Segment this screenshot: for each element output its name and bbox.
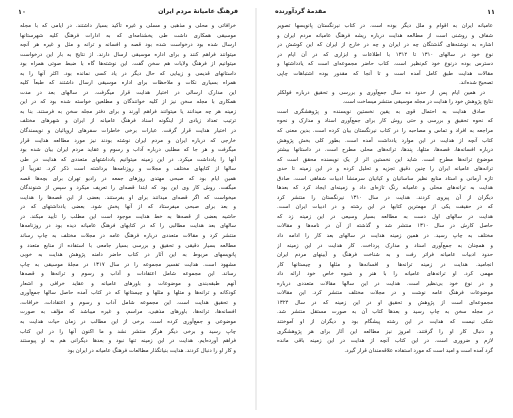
text-line: و کار او را دنبال کردند. هدایت بنیانگذار مطالعات فرهنگ عامیانه در ایران بود [67,347,236,354]
page-number: ۱۱ [487,8,495,16]
text-line: میگرفت و هر جا که مطلبی درباره آداب و رسوم و عقاید مردم ایران بیان شده بود [20,147,236,154]
text-line: رساند. این مجموعه شامل اعتقادات و آداب و رسوم و ترانه‌ها و قصه‌ها [20,271,236,278]
text-line: خارجی که درباره ایران و مردم ایران نوشته بودند نیز مورد مطالعه هدایت قرار [20,137,236,144]
text-line: تازه آرمانی و استاد منابع نظیر ساسانیان و کیانیان سرمنشأ ادبیات شفاهی است. صادق [277,175,493,182]
text-line: حاصل کارش در سال ۱۳۱۰ منتشر شد و گذشته از آن در نامه‌ها و مقالات [277,223,493,230]
text-line: همکاری با مجله سخن نیز از کلیه خوانندگان و مطلعین خواسته شده بود که در این [20,99,236,106]
text-line: آنها را یادداشت میکرد. در این زمینه میتوانیم یادداشتهای متعددی که هدایت در طی [20,156,236,163]
text-line: هدایت به ترانه‌های محلی و عامیانه رنگ تازه‌ای داد و زمینه‌ای ایجاد کرد که بعدها [277,185,493,192]
text-line: موضوع ترانه‌ها مطرح است. شاید این نخستین اثر از یک نویسنده محقق است که [277,156,493,163]
right-page-header [275,7,495,17]
text-line: سالهای بعد هدایت مطالبی را که در کتابهای فرهنگ عامیانه دیده بود در روزنامه‌ها [20,223,236,230]
running-title: مقدمهٔ گردآورنده [275,8,327,15]
text-line: میگفت. روش کار وی این بود که ابتدا قصه‌ای را تعریف میکرد و سپس از شنوندگان [20,185,236,192]
text-line: چاپ رسید و برخی دیگر هرگز منتشر نشد و ما اکنون آنها را در این کتاب [20,328,236,335]
text-line: خرافاتی و محلی و مذهبی و مسلی و غیره تأکید بسیار داشتند. در ایامی که با مجله [20,23,236,29]
text-line: تصحیح شده‌اند. [459,80,493,87]
text-line: دسترس بوده درنوع خود کم‌نظیر است. کتاب حاضر مجموعه‌ای است که یادداشتها و [277,61,493,68]
text-line: مراجعه به افراد و تماس و مصاحبه را در کتاب نیرنگستان بیان کرده است. بدین معنی که [277,128,493,135]
text-line: مطالعه بسیار دقیقی و تحقیق و بررسی بسیار جامعی با استفاده از منابع متعدد و [20,242,236,249]
text-line: گرد آمده است و امید است که مورد استفاده علاقه‌مندان قرار گیرد. [344,347,493,354]
text-line: کتاب آنچه از هدایت در این موارد یادداشت آمده است. بطور کلی بخش پژوهش [277,137,493,144]
text-line: مقالات هدایت طبق کامل آمده است و تا آنجا که مقدور بوده اشتباهات چاپی [277,70,493,77]
text-line: موضوعات فرهنگ عامه نوشت و در مجلات مختلف منتشر کرد. این مقالات [277,290,493,297]
text-line: میتوانیم از فرهنگ ولایات هم سخن گفت. این نوشته‌ها گاه با ضبط صوتی همراه بود [20,61,236,68]
text-line: لازم و ضروری است. در این کتاب آنچه از هدایت در این زمینه باقی مانده [277,338,493,345]
text-line: مهمی کرد. او ترانه‌های عامیانه را با هنر و شیوه خاص خود ارائه داد [277,271,493,278]
text-line: منتشر کرد و مقالات متعددی درباره فرهنگ عامه در مجلات مختلف به چاپ رساند [20,233,236,240]
text-line: حاشیه بعضی از قصه‌ها به خط هدایت موجود است این مطلب را تأیید میکند. در [20,213,236,220]
text-line: اشاره به نوشته‌های گذشتگان چه در ایران و چه در خارج از ایران که این کوشش در [277,42,493,49]
text-line: سالها از کتابهای مختلف و مجلات و روزنامه‌ها برداشته است ذکر کرد. تقریباً از [20,166,236,173]
text-line: آنهم طبقه‌بندی و موضوعات و باورهای عامیانه و عقاید خرافی و اشعار [20,280,236,287]
text-line: ارسال شده بود درخواست شده بود قصه و افسانه و ترانه و مثل و غیره هر آنچه [20,42,236,49]
text-line: صادق هدایت به احتمال قوی به یقین نخستین نویسنده و پژوهشگری است [277,108,485,115]
text-line: عامیانه ایران به اقوام و ملل دیگر بوده است. در کتاب نیرنگستان پانویسها تصویر [277,23,493,29]
text-line: و تحقیق هدایت است. این مجموعه شامل آداب و رسوم و اعتقادات، خرافات، [20,299,236,306]
text-line: در مجله سخن به چاپ رسید و بعدها کتاب آن به صورت مستقل منتشر شد. [277,309,493,316]
left-page-header [18,7,238,17]
text-line: موسیقی همکاری داشت طی یخشنامه‌ای که به ادارات فرهنگ کلیه شهرستانها [20,32,236,39]
text-line: پانویسهای مربوط به این آثار در کتاب حاضر دامنه پژوهش هدایت به خوبی [20,252,236,259]
text-line: داستانهای قدیمی و زیبایی که حال دیگر در یاد کسی نمانده بود. اکثر آنها را به [20,70,236,77]
text-line: درباره افسانه‌ها، قصه‌ها، متلها، پند‌ها، ترانه‌های محلی مطرح است. در داستانها بیشتر [277,147,493,154]
text-line: شکی نیست که هدایت در این رشته پیشگام بود و دیگران از او آموختند [277,318,493,325]
text-line: میخواست که اگر قصه‌ای میدانند برای او بفرستند. بعضی از این قصه‌ها را هدایت [20,194,236,201]
text-line: در اختیار هدایت قرار گرفت. عبارات برخی خاطرات سفرهای اروپائیان و نویسندگان [20,128,236,135]
text-line: که نحوه تحقیق و بررسی و حتی روش کار برای جمع‌آوری اسناد و مدارک و نحوه [277,118,493,125]
text-line: افسانه‌ها، ترانه‌ها، باورهای مذهبی، مراسم، و غیره میباشد که مؤلف به صورت [20,309,236,316]
text-line: کودکانه و ترانه‌ها و متلها و مثلها و چیستانها که در کتاب آمده حاصل سالها جمع‌آوری [20,290,236,297]
text-line: ترانه‌های عامیانه ایران را چنین دقیق تجزیه و تحلیل کرده و در این زمینه تا حدی [277,166,493,173]
text-line: مجموعه‌ای است از پژوهش و تحقیق او در این زمینه که در سال ۱۳۲۴ [277,299,493,306]
text-line: موضوعی و جمع‌آوری کرده است. برخی از این مطالب در زمان حیات هدایت به [20,318,236,325]
text-line: مشهود است. هدایت تفسیر مجموعه را در سال ۱۳۱۷ در مجلهٔ موسیقی به چاپ [20,261,236,268]
text-line: همراه بسیاری نکات و ملاحظات برای اداره موسیقی ارسال داشتند که طبعاً کلیه [20,80,236,87]
text-line: نتایج پژوهش خود را هدایت در مجله موسیقی منتشر میساخت است. [342,99,493,106]
text-line: و دنبال کار او را گرفتند. امروز نیز مطالعه این آثار برای هر پژوهشگری [277,328,493,335]
right-page-body [277,22,493,356]
text-line: که در حقیقت یکی از مهمترین کتابها در این رشته و در ادبیات ایران است. [277,204,493,211]
text-line: فراهم آورده‌ایم. هدایت در این زمینه تنها نبود و بعدها دیگرانی هم به او پیوستند [20,338,236,345]
page-number: ۱۰ [18,8,26,16]
text-line: و بعد برای صبحی میفرستاد که از آنها پخش شود. بعضی یادداشتهای که در [20,204,236,211]
left-page [0,0,256,418]
text-line: میتوانند فراهم کنند و برای اداره موسیقی ارسال دارند. از نتایج به بار این درخواست [20,51,236,58]
text-line: ترتیب تعداد زیادی از اینگونه اسناد فرهنگ عامیانه از ایران و شهرهای مختلف [20,118,236,125]
text-line: و در نوع خود بی‌نظیر است. هدایت در این سالها مقالات متعددی درباره [277,280,493,287]
running-title: فرهنگ عامیانهٔ مردم ایران [158,8,238,15]
text-line: شفاف و روشنی است از مطالعه هدایت درباره ریشه فرهنگ عامیانه مردم ایران و [277,32,493,39]
left-page-body [20,22,236,356]
text-line: نوع خود در سالهای ۱۳۱۰ تا ۱۳۱۲ با اطلاعات و ابزاری که در آن ایام در [277,51,493,58]
text-line: این مدارک ارسالی در اختیار هدایت قرار میگرفت. در سالهای بعد در مدت [20,89,236,96]
text-line: دیگران از آن پیروی کردند. هدایت در سال ۱۳۱۰ نیرنگستان را منتشر کرد [277,194,493,201]
text-line: در همین ایام پس از حدود ده سال جمع‌آوری و بررسی و تحقیق درباره فولکلر [277,89,485,96]
text-line: هدایت در سالهای اول دست به مطالعه بسیار وسیعی در این زمینه زد که [277,213,493,220]
text-line: زمینه هر چه میدانند یا میتوانند فراهم آورند و برای دفتر مجله سخن به فرستند. بنا به [20,108,236,115]
text-line: مختلف به چاپ رسید. در همین زمینه هدایت در سالهای بعد کار را ادامه داد [277,233,493,240]
text-line: و همچنان به جمع‌آوری اسناد و مدارک پرداخت. کار هدایت در این زمینه از [277,242,493,249]
text-line: حدود ادبیات عامیانه فراتر رفت و به شناخت فرهنگ و آیینهای مردم ایران [277,252,493,259]
right-page [257,0,513,418]
text-line: انجامید. هدایت در زمینه ترانه‌ها و افسانه‌ها و مثلها و چیستانها کار [277,261,493,268]
text-line: همین ایام بود که صبحی مهتدی روزهای جمعه در رادیو تهران برای بچه‌ها قصه [20,175,236,182]
